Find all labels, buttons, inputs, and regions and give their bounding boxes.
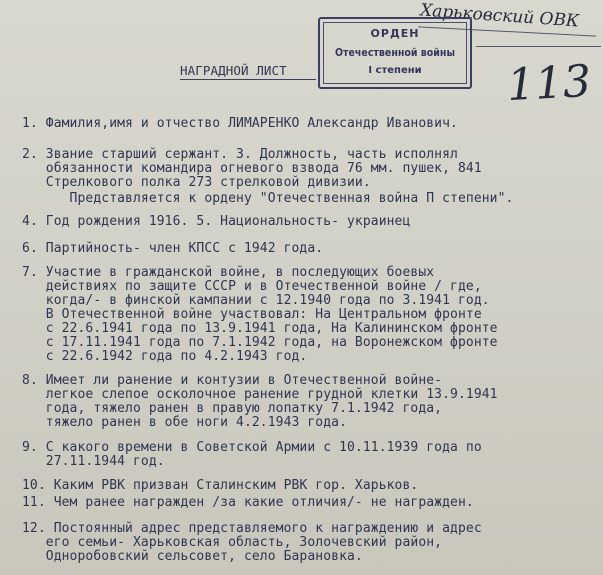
item-8-line-3: года, тяжело ранен в правую лопатку 7.1.1942 года,	[22, 401, 443, 416]
item-7-line-5: с 22.6.1941 года по 13.9.1941 года, На Калининском фронте	[22, 321, 498, 336]
item-11-line-1: 11. Чем ранее награжден /за какие отличия/- не награжден.	[22, 495, 474, 510]
item-2-line-3: Стрелкового полка 273 стрелковой дивизии.	[22, 175, 371, 190]
item-9-line-2: 27.11.1944 год.	[22, 454, 165, 469]
item-12-line-2: его семьи- Харьковская область, Золочевский район,	[22, 535, 443, 550]
handwritten-corner-note: Харьковский ОВК	[419, 0, 580, 32]
corner-note-rule	[476, 46, 601, 47]
stamp-line-3: I степени	[368, 65, 422, 76]
item-1-line-1: 1. Фамилия,имя и отчество ЛИМАРЕНКО Александр Иванович.	[22, 116, 458, 131]
item-2-line-2: обязанности командира огневого взвода 76 мм. пушек, 841	[22, 161, 482, 176]
item-7-line-3: когда/- в финской кампании с 12.1940 года по 3.1941 год.	[22, 293, 490, 308]
document-title: НАГРАДНОЙ ЛИСТ	[180, 63, 287, 78]
handwritten-folio-number: 113	[505, 55, 593, 112]
item-8-line-1: 8. Имеет ли ранение и контузии в Отечественной войне-	[22, 373, 443, 388]
title-underline	[180, 79, 316, 80]
item-8-line-2: легкое слепое осколочное ранение грудной клетки 13.9.1941	[22, 387, 498, 402]
item-12-line-3: Одноробовский сельсовет, село Барановка.	[22, 549, 363, 564]
item-2-line-4: Представляется к ордену "Отечественная война П степени".	[22, 191, 514, 206]
stamp-line-2: Отечественной войны	[334, 46, 456, 59]
item-12-line-1: 12. Постоянный адрес представляемого к награждению и адрес	[22, 521, 482, 536]
item-7-line-2: действиях по защите СССР и в Отечественной войне / где,	[22, 279, 482, 294]
item-7-line-6: с 17.11.1941 года по 7.1.1942 года, на Воронежском фронте	[22, 335, 498, 350]
item-2-line-1: 2. Звание старший сержант. 3. Должность, часть исполнял	[22, 147, 458, 162]
item-4-line-1: 4. Год рождения 1916. 5. Национальность- украинец	[22, 214, 411, 229]
item-6-line-1: 6. Партийность- член КПСС с 1942 года.	[22, 241, 324, 256]
item-10-line-1: 10. Каким РВК призван Сталинским РВК гор. Харьков.	[22, 478, 419, 493]
item-7-line-1: 7. Участие в гражданской войне, в последующих боевых	[22, 265, 435, 280]
item-7-line-4: В Отечественной войне участвовал: На Центральном фронте	[22, 307, 482, 322]
stamp-line-1: ОРДЕН	[370, 27, 420, 40]
order-stamp	[318, 17, 472, 89]
item-7-line-7: с 22.6.1942 года по 4.2.1943 год.	[22, 349, 308, 364]
item-8-line-4: тяжело ранен в обе ноги 4.2.1943 года.	[22, 415, 347, 430]
item-9-line-1: 9. С какого времени в Советской Армии с 10.11.1939 года по	[22, 440, 482, 455]
